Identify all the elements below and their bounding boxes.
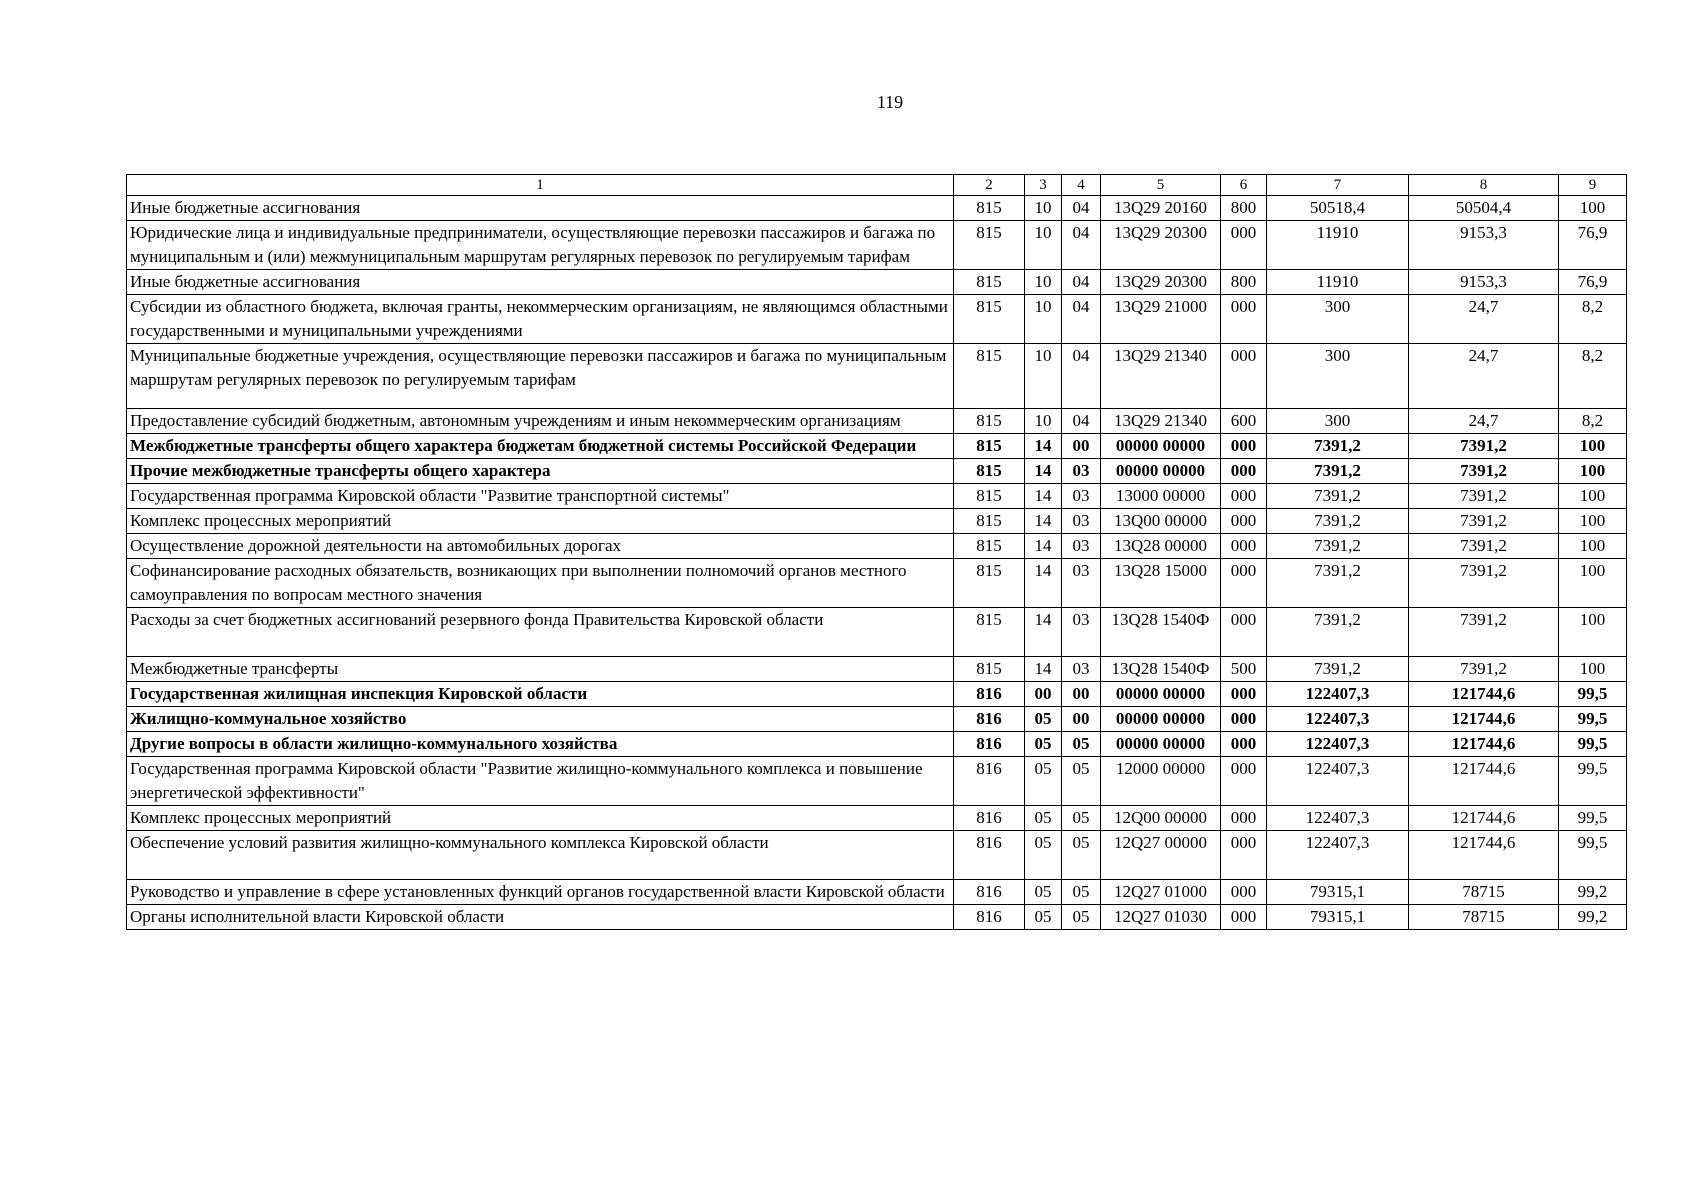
value-cell: 122407,3: [1267, 732, 1409, 757]
value-cell: 04: [1062, 270, 1101, 295]
row-label-cell: Межбюджетные трансферты: [127, 657, 954, 682]
row-label-cell: Иные бюджетные ассигнования: [127, 196, 954, 221]
value-cell: 04: [1062, 409, 1101, 434]
value-cell: 100: [1559, 657, 1627, 682]
value-cell: 8,2: [1559, 409, 1627, 434]
value-cell: 121744,6: [1409, 732, 1559, 757]
value-cell: 7391,2: [1409, 484, 1559, 509]
value-cell: 05: [1025, 707, 1062, 732]
value-cell: 7391,2: [1267, 534, 1409, 559]
value-cell: 04: [1062, 221, 1101, 270]
value-cell: 03: [1062, 657, 1101, 682]
value-cell: 100: [1559, 509, 1627, 534]
row-label-cell: Руководство и управление в сфере установленных функций органов государственной власти Кировской области: [127, 880, 954, 905]
value-cell: 12Q00 00000: [1101, 806, 1221, 831]
value-cell: 9153,3: [1409, 221, 1559, 270]
value-cell: 10: [1025, 344, 1062, 409]
value-cell: 04: [1062, 344, 1101, 409]
value-cell: 13Q28 15000: [1101, 559, 1221, 608]
table-row: [127, 534, 1627, 559]
value-cell: 99,5: [1559, 757, 1627, 806]
table-row: [127, 484, 1627, 509]
value-cell: 800: [1221, 196, 1267, 221]
value-cell: 50504,4: [1409, 196, 1559, 221]
value-cell: 121744,6: [1409, 682, 1559, 707]
value-cell: 000: [1221, 534, 1267, 559]
value-cell: 13Q28 00000: [1101, 534, 1221, 559]
table-row: [127, 196, 1627, 221]
column-header: 6: [1221, 175, 1267, 196]
budget-table: [126, 174, 1627, 930]
row-label-cell: Жилищно-коммунальное хозяйство: [127, 707, 954, 732]
column-header: 2: [954, 175, 1025, 196]
value-cell: 121744,6: [1409, 831, 1559, 880]
value-cell: 05: [1025, 880, 1062, 905]
value-cell: 10: [1025, 409, 1062, 434]
value-cell: 05: [1025, 806, 1062, 831]
value-cell: 05: [1062, 806, 1101, 831]
value-cell: 7391,2: [1267, 657, 1409, 682]
value-cell: 10: [1025, 270, 1062, 295]
table-row: [127, 270, 1627, 295]
value-cell: 00: [1062, 434, 1101, 459]
value-cell: 11910: [1267, 221, 1409, 270]
table-row: [127, 434, 1627, 459]
value-cell: 13Q28 1540Ф: [1101, 608, 1221, 657]
value-cell: 816: [954, 757, 1025, 806]
value-cell: 000: [1221, 459, 1267, 484]
value-cell: 78715: [1409, 880, 1559, 905]
value-cell: 78715: [1409, 905, 1559, 930]
value-cell: 13Q29 21000: [1101, 295, 1221, 344]
value-cell: 000: [1221, 608, 1267, 657]
table-row: [127, 905, 1627, 930]
table-row: [127, 682, 1627, 707]
value-cell: 03: [1062, 459, 1101, 484]
value-cell: 815: [954, 534, 1025, 559]
row-label-cell: Муниципальные бюджетные учреждения, осуществляющие перевозки пассажиров и багажа по муниципальным маршрутам регулярных перевозок по регулируемым тарифам: [127, 344, 954, 409]
value-cell: 815: [954, 344, 1025, 409]
value-cell: 000: [1221, 905, 1267, 930]
column-header: 7: [1267, 175, 1409, 196]
table-row: [127, 459, 1627, 484]
value-cell: 7391,2: [1409, 434, 1559, 459]
value-cell: 10: [1025, 221, 1062, 270]
value-cell: 8,2: [1559, 344, 1627, 409]
row-label-cell: Софинансирование расходных обязательств, возникающих при выполнении полномочий органов местного самоуправления по вопросам местного значения: [127, 559, 954, 608]
row-label-cell: Осуществление дорожной деятельности на автомобильных дорогах: [127, 534, 954, 559]
value-cell: 13Q29 21340: [1101, 344, 1221, 409]
column-header: 9: [1559, 175, 1627, 196]
value-cell: 815: [954, 509, 1025, 534]
value-cell: 7391,2: [1409, 459, 1559, 484]
value-cell: 000: [1221, 509, 1267, 534]
value-cell: 05: [1025, 831, 1062, 880]
value-cell: 11910: [1267, 270, 1409, 295]
column-header: 1: [127, 175, 954, 196]
value-cell: 00: [1025, 682, 1062, 707]
value-cell: 7391,2: [1267, 559, 1409, 608]
table-row: [127, 806, 1627, 831]
value-cell: 04: [1062, 196, 1101, 221]
value-cell: 000: [1221, 880, 1267, 905]
row-label-cell: Межбюджетные трансферты общего характера бюджетам бюджетной системы Российской Федерации: [127, 434, 954, 459]
value-cell: 000: [1221, 559, 1267, 608]
table-row: [127, 295, 1627, 344]
value-cell: 05: [1062, 831, 1101, 880]
value-cell: 122407,3: [1267, 757, 1409, 806]
table-row: [127, 608, 1627, 657]
value-cell: 79315,1: [1267, 880, 1409, 905]
value-cell: 815: [954, 559, 1025, 608]
value-cell: 99,2: [1559, 905, 1627, 930]
value-cell: 000: [1221, 434, 1267, 459]
value-cell: 100: [1559, 196, 1627, 221]
value-cell: 03: [1062, 534, 1101, 559]
value-cell: 14: [1025, 608, 1062, 657]
header-row: [127, 175, 1627, 196]
value-cell: 7391,2: [1267, 459, 1409, 484]
value-cell: 14: [1025, 434, 1062, 459]
value-cell: 79315,1: [1267, 905, 1409, 930]
row-label-cell: Предоставление субсидий бюджетным, автономным учреждениям и иным некоммерческим организациям: [127, 409, 954, 434]
value-cell: 000: [1221, 757, 1267, 806]
value-cell: 50518,4: [1267, 196, 1409, 221]
table-body: [127, 196, 1627, 930]
row-label-cell: Другие вопросы в области жилищно-коммунального хозяйства: [127, 732, 954, 757]
table-row: [127, 509, 1627, 534]
value-cell: 12Q27 01030: [1101, 905, 1221, 930]
row-label-cell: Юридические лица и индивидуальные предприниматели, осуществляющие перевозки пассажиров и багажа по муниципальным и (или) межмуниципальным маршрутам регулярных перевозок по регулируемым тарифам: [127, 221, 954, 270]
value-cell: 99,5: [1559, 806, 1627, 831]
value-cell: 815: [954, 434, 1025, 459]
table-row: [127, 657, 1627, 682]
table-row: [127, 221, 1627, 270]
value-cell: 000: [1221, 484, 1267, 509]
value-cell: 815: [954, 657, 1025, 682]
value-cell: 00: [1062, 682, 1101, 707]
value-cell: 99,5: [1559, 682, 1627, 707]
value-cell: 9153,3: [1409, 270, 1559, 295]
value-cell: 14: [1025, 534, 1062, 559]
value-cell: 816: [954, 831, 1025, 880]
column-header: 4: [1062, 175, 1101, 196]
value-cell: 13000 00000: [1101, 484, 1221, 509]
value-cell: 99,5: [1559, 732, 1627, 757]
table-row: [127, 880, 1627, 905]
row-label-cell: Государственная программа Кировской области "Развитие транспортной системы": [127, 484, 954, 509]
table-row: [127, 344, 1627, 409]
table-row: [127, 559, 1627, 608]
value-cell: 24,7: [1409, 344, 1559, 409]
page-number: 119: [876, 92, 904, 112]
value-cell: 24,7: [1409, 409, 1559, 434]
value-cell: 99,2: [1559, 880, 1627, 905]
value-cell: 76,9: [1559, 221, 1627, 270]
value-cell: 14: [1025, 484, 1062, 509]
value-cell: 12Q27 00000: [1101, 831, 1221, 880]
table-row: [127, 732, 1627, 757]
value-cell: 03: [1062, 509, 1101, 534]
table-row: [127, 409, 1627, 434]
value-cell: 13Q00 00000: [1101, 509, 1221, 534]
value-cell: 13Q28 1540Ф: [1101, 657, 1221, 682]
row-label-cell: Прочие межбюджетные трансферты общего характера: [127, 459, 954, 484]
value-cell: 122407,3: [1267, 707, 1409, 732]
value-cell: 05: [1062, 880, 1101, 905]
value-cell: 05: [1025, 757, 1062, 806]
value-cell: 121744,6: [1409, 707, 1559, 732]
value-cell: 815: [954, 459, 1025, 484]
value-cell: 300: [1267, 409, 1409, 434]
value-cell: 03: [1062, 484, 1101, 509]
value-cell: 05: [1025, 905, 1062, 930]
value-cell: 03: [1062, 559, 1101, 608]
row-label-cell: Органы исполнительной власти Кировской области: [127, 905, 954, 930]
value-cell: 00000 00000: [1101, 434, 1221, 459]
value-cell: 122407,3: [1267, 831, 1409, 880]
value-cell: 122407,3: [1267, 806, 1409, 831]
value-cell: 816: [954, 905, 1025, 930]
value-cell: 100: [1559, 559, 1627, 608]
value-cell: 04: [1062, 295, 1101, 344]
value-cell: 122407,3: [1267, 682, 1409, 707]
value-cell: 13Q29 21340: [1101, 409, 1221, 434]
value-cell: 816: [954, 732, 1025, 757]
row-label-cell: Государственная жилищная инспекция Кировской области: [127, 682, 954, 707]
value-cell: 500: [1221, 657, 1267, 682]
column-header: 5: [1101, 175, 1221, 196]
value-cell: 000: [1221, 732, 1267, 757]
value-cell: 000: [1221, 295, 1267, 344]
value-cell: 816: [954, 880, 1025, 905]
value-cell: 14: [1025, 559, 1062, 608]
value-cell: 000: [1221, 806, 1267, 831]
value-cell: 7391,2: [1267, 608, 1409, 657]
value-cell: 00000 00000: [1101, 707, 1221, 732]
value-cell: 100: [1559, 534, 1627, 559]
value-cell: 05: [1025, 732, 1062, 757]
value-cell: 121744,6: [1409, 806, 1559, 831]
value-cell: 000: [1221, 221, 1267, 270]
value-cell: 815: [954, 295, 1025, 344]
value-cell: 100: [1559, 608, 1627, 657]
value-cell: 815: [954, 196, 1025, 221]
row-label-cell: Субсидии из областного бюджета, включая гранты, некоммерческим организациям, не являющимся областными государственными и муниципальными учреждениями: [127, 295, 954, 344]
value-cell: 000: [1221, 707, 1267, 732]
value-cell: 03: [1062, 608, 1101, 657]
column-header: 8: [1409, 175, 1559, 196]
value-cell: 24,7: [1409, 295, 1559, 344]
value-cell: 7391,2: [1409, 657, 1559, 682]
value-cell: 816: [954, 707, 1025, 732]
value-cell: 800: [1221, 270, 1267, 295]
value-cell: 05: [1062, 757, 1101, 806]
value-cell: 000: [1221, 682, 1267, 707]
value-cell: 13Q29 20300: [1101, 221, 1221, 270]
value-cell: 816: [954, 682, 1025, 707]
row-label-cell: Комплекс процессных мероприятий: [127, 806, 954, 831]
value-cell: 815: [954, 608, 1025, 657]
table-row: [127, 707, 1627, 732]
value-cell: 00000 00000: [1101, 732, 1221, 757]
row-label-cell: Государственная программа Кировской области "Развитие жилищно-коммунального комплекса и повышение энергетической эффективности": [127, 757, 954, 806]
value-cell: 100: [1559, 484, 1627, 509]
value-cell: 100: [1559, 459, 1627, 484]
value-cell: 99,5: [1559, 707, 1627, 732]
value-cell: 7391,2: [1409, 608, 1559, 657]
value-cell: 300: [1267, 295, 1409, 344]
column-header: 3: [1025, 175, 1062, 196]
value-cell: 00000 00000: [1101, 459, 1221, 484]
value-cell: 815: [954, 484, 1025, 509]
value-cell: 05: [1062, 905, 1101, 930]
value-cell: 000: [1221, 344, 1267, 409]
value-cell: 76,9: [1559, 270, 1627, 295]
value-cell: 14: [1025, 459, 1062, 484]
value-cell: 816: [954, 806, 1025, 831]
value-cell: 12000 00000: [1101, 757, 1221, 806]
row-label-cell: Комплекс процессных мероприятий: [127, 509, 954, 534]
value-cell: 7391,2: [1267, 509, 1409, 534]
value-cell: 13Q29 20160: [1101, 196, 1221, 221]
value-cell: 7391,2: [1409, 534, 1559, 559]
value-cell: 7391,2: [1409, 509, 1559, 534]
value-cell: 300: [1267, 344, 1409, 409]
value-cell: 7391,2: [1409, 559, 1559, 608]
value-cell: 13Q29 20300: [1101, 270, 1221, 295]
value-cell: 7391,2: [1267, 484, 1409, 509]
value-cell: 7391,2: [1267, 434, 1409, 459]
value-cell: 815: [954, 221, 1025, 270]
value-cell: 12Q27 01000: [1101, 880, 1221, 905]
value-cell: 00: [1062, 707, 1101, 732]
row-label-cell: Обеспечение условий развития жилищно-коммунального комплекса Кировской области: [127, 831, 954, 880]
table-row: [127, 757, 1627, 806]
value-cell: 14: [1025, 657, 1062, 682]
value-cell: 00000 00000: [1101, 682, 1221, 707]
value-cell: 14: [1025, 509, 1062, 534]
value-cell: 8,2: [1559, 295, 1627, 344]
value-cell: 10: [1025, 295, 1062, 344]
value-cell: 99,5: [1559, 831, 1627, 880]
value-cell: 000: [1221, 831, 1267, 880]
row-label-cell: Расходы за счет бюджетных ассигнований резервного фонда Правительства Кировской области: [127, 608, 954, 657]
value-cell: 815: [954, 270, 1025, 295]
value-cell: 600: [1221, 409, 1267, 434]
table-row: [127, 831, 1627, 880]
row-label-cell: Иные бюджетные ассигнования: [127, 270, 954, 295]
value-cell: 05: [1062, 732, 1101, 757]
value-cell: 815: [954, 409, 1025, 434]
value-cell: 100: [1559, 434, 1627, 459]
value-cell: 10: [1025, 196, 1062, 221]
value-cell: 121744,6: [1409, 757, 1559, 806]
